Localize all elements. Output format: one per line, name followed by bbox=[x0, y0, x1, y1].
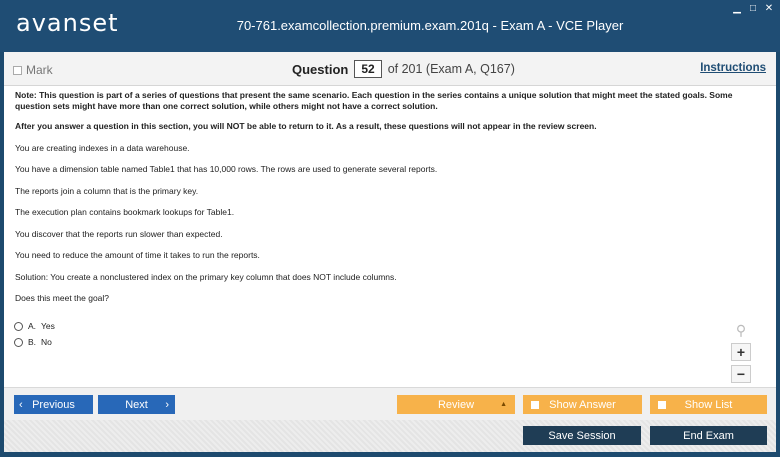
previous-label: Previous bbox=[32, 398, 75, 411]
option-letter: B. bbox=[28, 337, 37, 347]
option-text: Yes bbox=[41, 321, 55, 331]
navigation-bar bbox=[4, 387, 776, 420]
window-title: 70-761.examcollection.premium.exam.201q - Exam A - VCE Player bbox=[236, 18, 624, 33]
question-line: You need to reduce the amount of time it takes to run the reports. bbox=[15, 250, 260, 260]
checkbox-icon bbox=[658, 401, 666, 409]
next-button[interactable] bbox=[98, 395, 175, 414]
checkbox-icon bbox=[531, 401, 539, 409]
title-bar bbox=[0, 0, 780, 52]
zoom-out-button[interactable]: − bbox=[731, 365, 751, 383]
previous-button[interactable] bbox=[14, 395, 93, 414]
show-list-button[interactable] bbox=[650, 395, 767, 414]
question-line: You discover that the reports run slower than expected. bbox=[15, 228, 223, 239]
review-label: Review bbox=[437, 398, 475, 411]
question-intro: Note: This question is part of a series of questions that present the same scenario. Each question in the series contains a unique solution that might meet the stated goals. Some question sets might have more than one correct solution, while others might not have a correct solution. bbox=[15, 90, 733, 111]
answer-options bbox=[14, 318, 55, 350]
radio-icon[interactable] bbox=[14, 338, 23, 347]
close-icon[interactable]: ✕ bbox=[764, 2, 774, 14]
chevron-right-icon: › bbox=[165, 398, 169, 411]
caret-up-icon: ▲ bbox=[500, 401, 507, 408]
mark-checkbox[interactable] bbox=[13, 63, 53, 77]
radio-icon[interactable] bbox=[14, 322, 23, 331]
question-line: You have a dimension table named Table1 that has 10,000 rows. The rows are used to generate several reports. bbox=[15, 164, 438, 174]
show-answer-button[interactable] bbox=[523, 395, 642, 414]
magnifier-icon: ⚲ bbox=[735, 322, 747, 338]
window-controls bbox=[732, 3, 774, 13]
app-logo: avanset bbox=[16, 9, 119, 37]
show-answer-label: Show Answer bbox=[549, 398, 616, 411]
question-number-input[interactable]: 52 bbox=[354, 60, 381, 78]
exam-frame bbox=[4, 52, 776, 452]
question-line: Does this meet the goal? bbox=[15, 293, 110, 303]
mark-label: Mark bbox=[26, 63, 53, 77]
show-list-label: Show List bbox=[684, 398, 733, 411]
save-session-button[interactable]: Save Session bbox=[523, 426, 641, 445]
question-total: of 201 (Exam A, Q167) bbox=[387, 62, 515, 76]
question-line: You are creating indexes in a data warehouse. bbox=[15, 142, 190, 153]
minimize-icon[interactable]: ▁ bbox=[733, 2, 741, 14]
question-line: Solution: You create a nonclustered index on the primary key column that does NOT include columns. bbox=[15, 271, 397, 282]
zoom-controls bbox=[730, 322, 752, 383]
option-b[interactable] bbox=[14, 334, 55, 350]
question-line: The execution plan contains bookmark lookups for Table1. bbox=[15, 207, 235, 217]
next-label: Next bbox=[125, 398, 148, 411]
question-label: Question bbox=[292, 61, 349, 77]
option-letter: A. bbox=[28, 321, 37, 331]
bottom-bar bbox=[4, 420, 776, 452]
chevron-left-icon: ‹ bbox=[19, 398, 23, 411]
maximize-icon[interactable]: □ bbox=[749, 2, 757, 14]
question-content bbox=[15, 90, 765, 315]
review-button[interactable] bbox=[397, 395, 515, 414]
question-warning: After you answer a question in this section, you will NOT be able to return to it. As a result, these questions will not appear in the review screen. bbox=[15, 121, 597, 131]
question-counter bbox=[292, 60, 515, 78]
checkbox-icon[interactable] bbox=[13, 66, 22, 75]
option-a[interactable] bbox=[14, 318, 55, 334]
question-bar bbox=[4, 52, 776, 86]
question-line: The reports join a column that is the primary key. bbox=[15, 185, 199, 196]
zoom-in-button[interactable]: + bbox=[731, 343, 751, 361]
end-exam-button[interactable]: End Exam bbox=[650, 426, 767, 445]
option-text: No bbox=[41, 337, 52, 347]
instructions-link[interactable]: Instructions bbox=[700, 62, 766, 74]
